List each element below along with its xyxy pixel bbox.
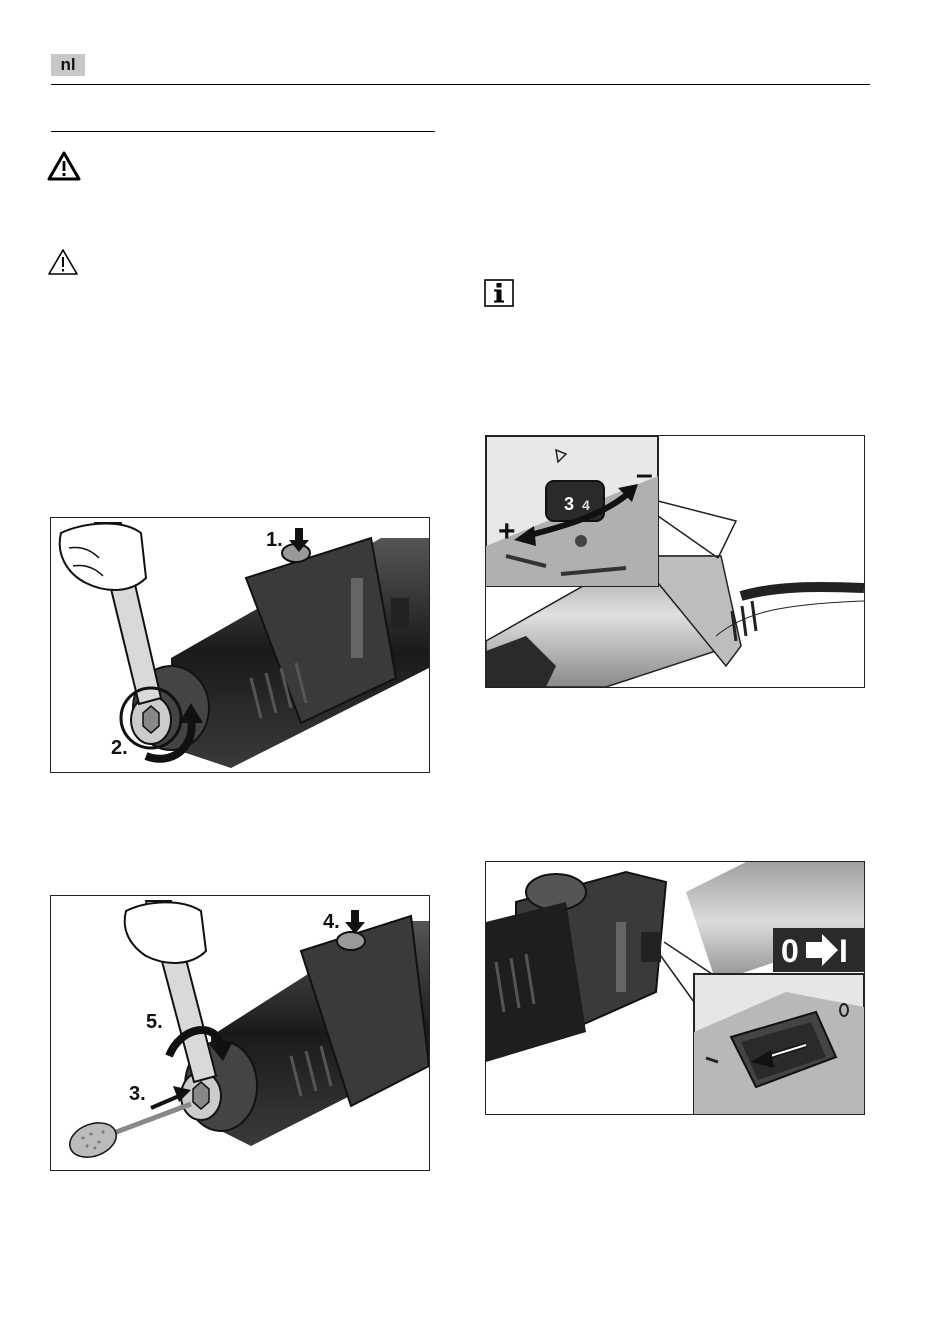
dial-plus-label: + [498,515,516,548]
warning-icon [47,151,81,181]
caution-icon [47,248,79,276]
figure-speed-dial [485,435,865,688]
step-2-label: 2. [111,737,128,759]
step-1-label: 1. [266,529,283,551]
section-rule [51,131,435,132]
step-4-label: 4. [323,911,340,933]
language-badge: nl [51,54,85,76]
figure-on-off-switch [485,861,865,1115]
switch-on-symbol: I [839,933,848,969]
dial-value-3: 3 [564,494,575,514]
figure-remove-tool [50,517,430,773]
dial-minus-label: – [636,458,653,491]
info-icon [484,279,514,307]
insert-tool-illustration [51,896,429,1170]
dial-value-4: 4 [582,497,590,513]
header-rule [51,84,870,85]
step-5-label: 5. [146,1011,163,1033]
figure-insert-tool [50,895,430,1171]
step-3-label: 3. [129,1083,146,1105]
on-off-switch-illustration [486,862,864,1114]
speed-dial-illustration [486,436,864,687]
remove-tool-illustration [51,518,429,772]
switch-off-symbol: 0 [781,933,799,969]
